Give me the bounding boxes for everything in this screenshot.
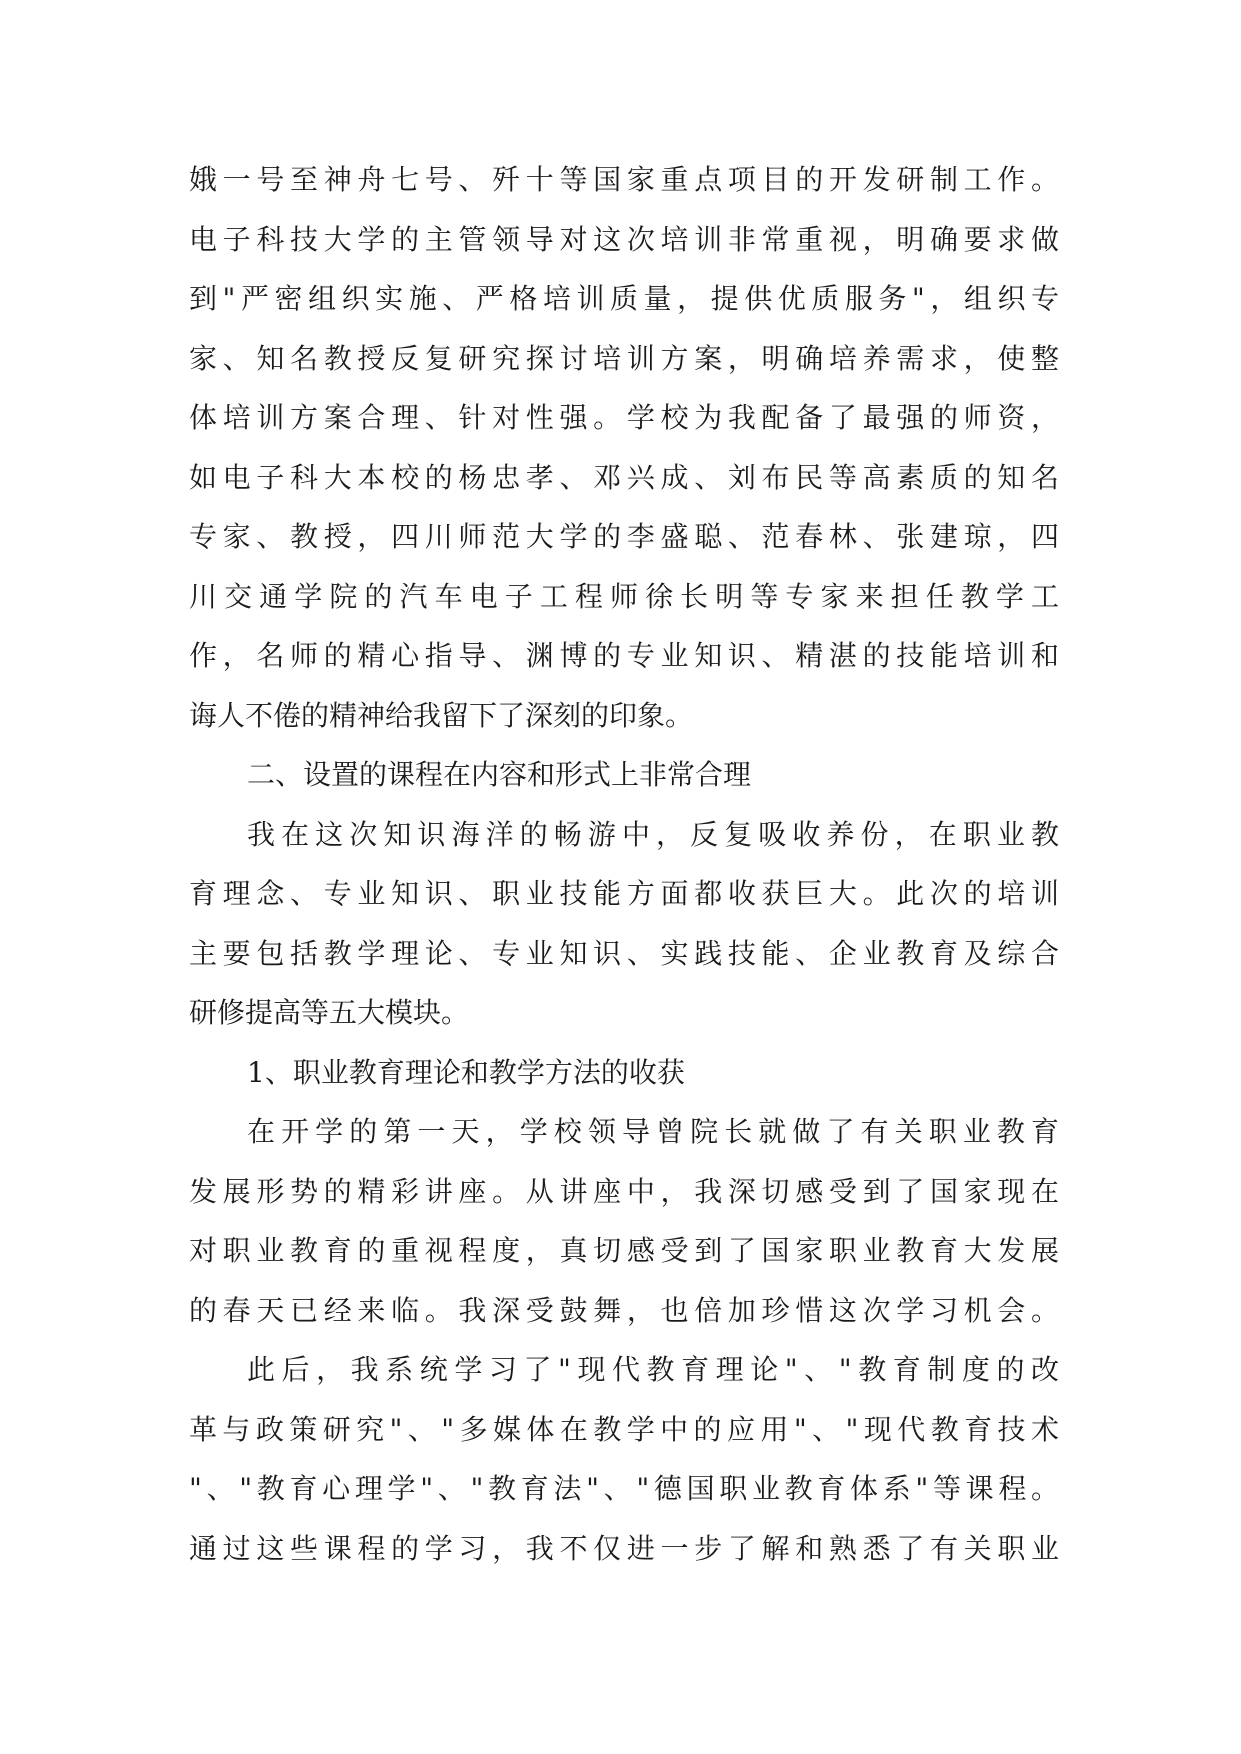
text-line: 发展形势的精彩讲座。从讲座中，我深切感受到了国家现在 bbox=[189, 1174, 1059, 1208]
text-line: 育理念、专业知识、职业技能方面都收获巨大。此次的培训 bbox=[189, 877, 1059, 910]
text-line: 娥一号至神舟七号、歼十等国家重点项目的开发研制工作。 bbox=[189, 163, 1059, 196]
text-line: 研修提高等五大模块。 bbox=[189, 996, 470, 1029]
text-line: 家、知名教授反复研究探讨培训方案，明确培养需求，使整 bbox=[189, 341, 1059, 375]
text-line: 此后，我系统学习了"现代教育理论"、"教育制度的改 bbox=[247, 1353, 1059, 1386]
text-line: 1、职业教育理论和教学方法的收获 bbox=[247, 1055, 685, 1089]
text-line: 主要包括教学理论、专业知识、实践技能、企业教育及综合 bbox=[189, 936, 1059, 970]
text-line: 二、设置的课程在内容和形式上非常合理 bbox=[247, 758, 752, 791]
text-line: 电子科技大学的主管领导对这次培训非常重视，明确要求做 bbox=[189, 222, 1059, 256]
text-line: 革与政策研究"、"多媒体在教学中的应用"、"现代教育技术 bbox=[189, 1412, 1059, 1446]
text-line: 在开学的第一天，学校领导曾院长就做了有关职业教育 bbox=[247, 1115, 1059, 1148]
text-line: 的春天已经来临。我深受鼓舞，也倍加珍惜这次学习机会。 bbox=[189, 1293, 1059, 1327]
text-line: 我在这次知识海洋的畅游中，反复吸收养份，在职业教 bbox=[247, 817, 1059, 851]
text-line: 川交通学院的汽车电子工程师徐长明等专家来担任教学工 bbox=[189, 579, 1059, 613]
text-line: 专家、教授，四川师范大学的李盛聪、范春林、张建琼，四 bbox=[189, 520, 1059, 553]
text-line: 通过这些课程的学习，我不仅进一步了解和熟悉了有关职业 bbox=[189, 1531, 1059, 1565]
text-line: 对职业教育的重视程度，真切感受到了国家职业教育大发展 bbox=[189, 1234, 1059, 1267]
text-line: 作，名师的精心指导、渊博的专业知识、精湛的技能培训和 bbox=[189, 639, 1059, 672]
text-line: 如电子科大本校的杨忠孝、邓兴成、刘布民等高素质的知名 bbox=[189, 460, 1059, 494]
text-line: "、"教育心理学"、"教育法"、"德国职业教育体系"等课程。 bbox=[189, 1472, 1059, 1505]
text-line: 到"严密组织实施、严格培训质量，提供优质服务"，组织专 bbox=[189, 282, 1059, 315]
text-line: 体培训方案合理、针对性强。学校为我配备了最强的师资， bbox=[189, 401, 1059, 434]
text-line: 诲人不倦的精神给我留下了深刻的印象。 bbox=[189, 698, 694, 732]
document-body bbox=[189, 150, 1059, 1578]
